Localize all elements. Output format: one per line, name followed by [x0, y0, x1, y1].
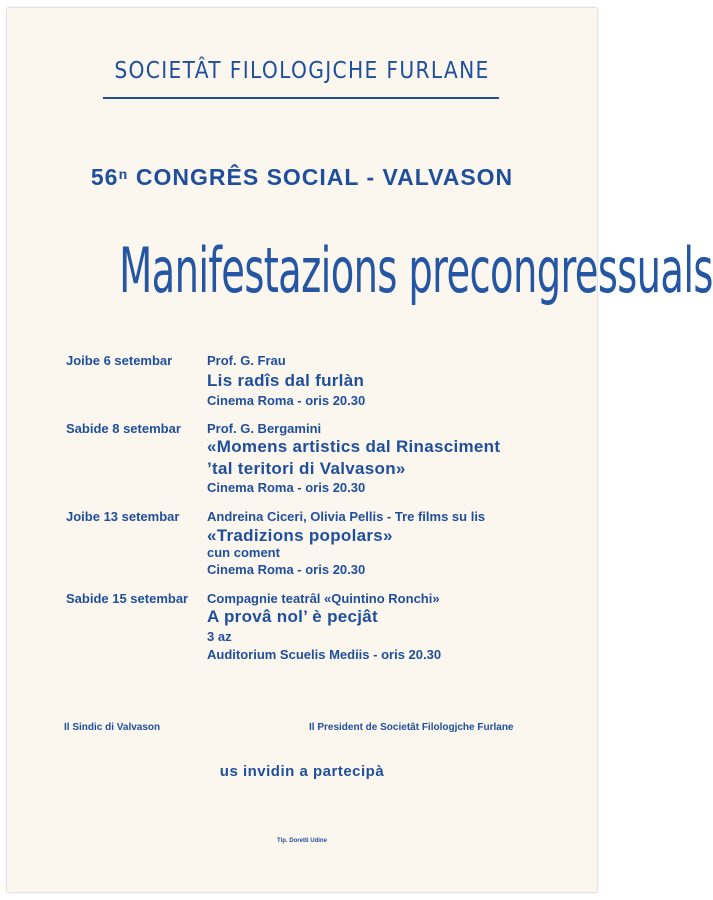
event-4-title: A provâ nol’ è pecjât	[207, 607, 378, 626]
event-2-venue: Cinema Roma - oris 20.30	[207, 480, 366, 495]
mayor-signature-label: Il Sindic di Valvason	[64, 722, 161, 733]
event-2-date: Sabide 8 setembar	[66, 421, 181, 436]
event-1-venue: Cinema Roma - oris 20.30	[207, 393, 366, 408]
event-3-title: «Tradizions popolars»	[207, 526, 393, 545]
event-1-speaker: Prof. G. Frau	[207, 353, 286, 368]
event-3-venue: Cinema Roma - oris 20.30	[207, 562, 366, 577]
event-1-date: Joibe 6 setembar	[66, 353, 173, 368]
event-3-date: Joibe 13 setembar	[66, 509, 180, 524]
poster	[7, 8, 713, 892]
printer-credit: Tip. Doretti Udine	[277, 838, 327, 844]
congress-heading: 56ⁿ CONGRÊS SOCIAL - VALVASON	[90, 164, 514, 190]
event-4-note: 3 az	[207, 629, 232, 644]
poster-title: Manifestazions precongressuals	[119, 234, 713, 307]
event-1-title: Lis radîs dal furlàn	[207, 371, 365, 390]
society-name: SOCIETÂT FILOLOGJCHE FURLANE	[114, 58, 490, 84]
event-3-speaker: Andreina Ciceri, Olivia Pellis - Tre films su lis	[207, 509, 486, 524]
event-3-note: cun coment	[207, 545, 280, 560]
event-2-title-line-2: ’tal teritori di Valvason»	[207, 459, 406, 478]
event-4-speaker: Compagnie teatrâl «Quintino Ronchi»	[207, 591, 440, 606]
president-signature-label: Il President de Societât Filologjche Furlane	[309, 722, 514, 733]
event-4-date: Sabide 15 setembar	[66, 591, 189, 606]
event-2-title-line-1: «Momens artistics dal Rinasciment	[207, 437, 501, 456]
event-2-speaker: Prof. G. Bergamini	[207, 421, 322, 436]
event-4-venue: Auditorium Scuelis Mediis - oris 20.30	[207, 647, 442, 662]
invitation-line: us invidin a partecipà	[219, 763, 385, 780]
society-underline	[103, 97, 499, 99]
